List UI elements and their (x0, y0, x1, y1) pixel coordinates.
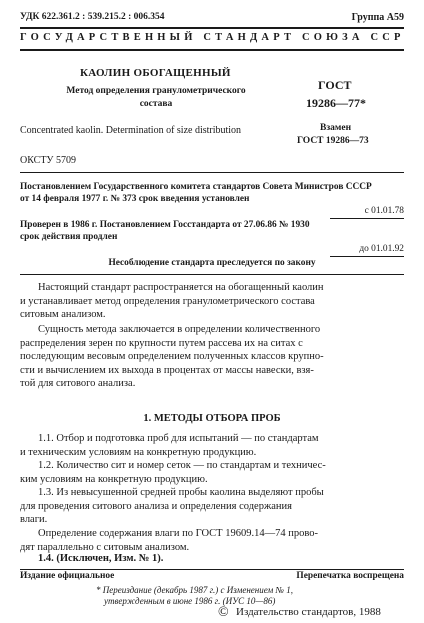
header-bottom-rule (20, 49, 404, 51)
okstu-code: ОКСТУ 5709 (20, 155, 77, 166)
replaces-number: ГОСТ 19286—73 (297, 136, 369, 146)
date-expiry: до 01.01.92 (359, 244, 404, 254)
reissue-note-line2: утвержденным в июне 1986 г. (ИУС 10—86) (104, 596, 276, 606)
legal-notice: Несоблюдение стандарта преследуется по закону (108, 258, 316, 268)
clause-1-3-moisture: Определение содержания влаги по ГОСТ 19609.14—74 прово- дят параллельно с ситовым анализом. (20, 528, 318, 553)
copyright-publisher: Издательство стандартов, 1988 (236, 606, 381, 618)
decree-line2: от 14 февраля 1977 г. № 373 срок введения установлен (20, 194, 250, 204)
document-title: КАОЛИН ОБОГАЩЕННЫЙ (80, 67, 231, 79)
clause-1-1: 1.1. Отбор и подготовка проб для испытаний — по стандартам и техническим условиям на конкретную продукцию. (20, 433, 319, 458)
official-edition: Издание официальное (20, 571, 115, 581)
decree-bottom-rule (20, 274, 404, 275)
decree-line1: Постановлением Государственного комитета стандартов Совета Министров СССР (20, 182, 372, 192)
intro-paragraph: Настоящий стандарт распространяется на обогащенный каолин и устанавливает метод определения гранулометрического состава ситовым анализом. (20, 282, 324, 321)
clause-1-2: 1.2. Количество сит и номер сеток — по стандартам и техничес- ким условиям на конкретную продукцию. (20, 460, 326, 485)
header-top-rule (20, 27, 404, 29)
date-effective-underline (330, 218, 404, 219)
gost-number: 19286—77* (306, 96, 366, 110)
decree-line4: срок действия продлен (20, 232, 118, 242)
okstu-rule (20, 172, 404, 173)
copyright-icon: © (218, 605, 229, 620)
decree-line3: Проверен в 1986 г. Постановлением Госстандарта от 27.06.86 № 1930 (20, 220, 310, 230)
reissue-note-line1: * Переиздание (декабрь 1987 г.) с Изменением № 1, (96, 585, 293, 595)
document-subtitle-line2: состава (139, 99, 173, 109)
section-heading: 1. МЕТОДЫ ОТБОРА ПРОБ (143, 413, 281, 424)
document-subtitle-line1: Метод определения гранулометрического (66, 86, 246, 96)
date-expiry-underline (330, 256, 404, 257)
clause-1-4: 1.4. (Исключен, Изм. № 1). (38, 553, 164, 564)
group-code: Группа А59 (351, 12, 404, 23)
english-title: Concentrated kaolin. Determination of size distribution (20, 125, 242, 136)
date-effective: с 01.01.78 (364, 206, 404, 216)
gost-label: ГОСТ (318, 78, 352, 92)
replaces-label: Взамен (320, 123, 352, 133)
udk-code: УДК 622.361.2 : 539.215.2 : 006.354 (20, 12, 165, 22)
clause-1-3: 1.3. Из невысушенной средней пробы каолина выделяют пробы для проведения ситового анализа и определения содержания влаги. (20, 487, 324, 526)
reprint-notice: Перепечатка воспрещена (296, 571, 404, 581)
footer-rule (20, 569, 404, 570)
standard-banner: ГОСУДАРСТВЕННЫЙ СТАНДАРТ СОЮЗА ССР (20, 32, 405, 43)
method-essence-paragraph: Сущность метода заключается в определении количественного распределения зерен по крупности путем рассева их на ситах с последующим весовым определением полученных классов крупно- сти и вычислением их выхода в процентах от массы навески, взя- той для ситового анализа. (20, 324, 324, 390)
